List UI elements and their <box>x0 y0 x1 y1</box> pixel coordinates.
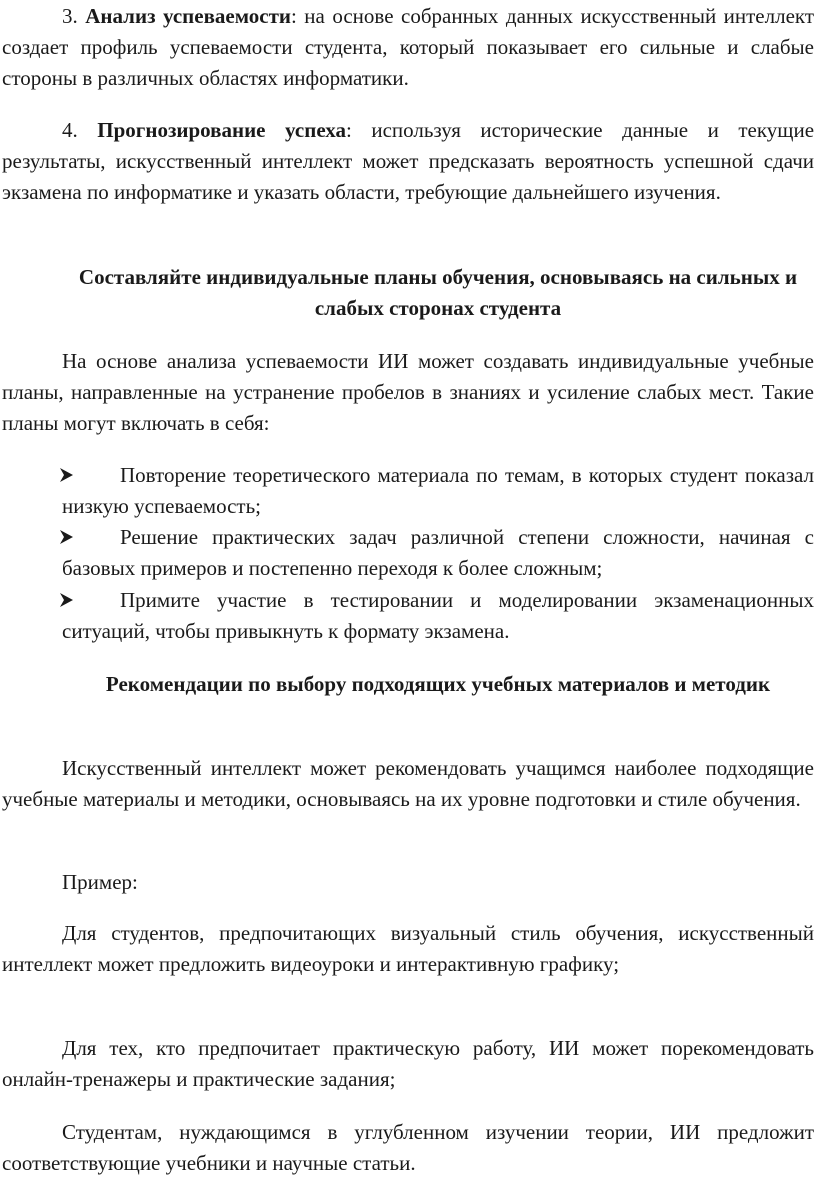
term-description: : на основе собранных данных искусственный интеллект создает профиль успеваемости студента, который показывает его сильные и слабые стороны в различных областях информатики. <box>2 4 815 90</box>
section-heading-individual-plans: Составляйте индивидуальные планы обучения, основываясь на сильных и слабых сторонах студента <box>78 265 798 320</box>
list-item-text: Примите участие в тестировании и моделировании экзаменационных ситуаций, чтобы привыкнуть к формату экзамена. <box>62 588 814 643</box>
paragraph-success-prediction <box>2 115 814 208</box>
term-bold: Прогнозирование успеха <box>97 118 346 142</box>
term-bold: Анализ успеваемости <box>85 4 291 28</box>
section-heading-materials: Рекомендации по выбору подходящих учебных материалов и методик <box>105 672 771 696</box>
list-item <box>62 460 814 522</box>
example-practical: Для тех, кто предпочитает практическую работу, ИИ может порекомендовать онлайн-тренажеры и практические задания; <box>2 1036 814 1091</box>
list-item-text: Повторение теоретического материала по темам, в которых студент показал низкую успеваемость; <box>62 463 814 518</box>
item-number: 3. <box>62 4 78 28</box>
arrowhead-bullet-icon <box>0 522 120 553</box>
example-visual: Для студентов, предпочитающих визуальный стиль обучения, искусственный интеллект может предложить видеоуроки и интерактивную графику; <box>2 921 814 976</box>
list-item <box>62 522 814 584</box>
paragraph-intro-plans: На основе анализа успеваемости ИИ может создавать индивидуальные учебные планы, направленные на устранение пробелов в знаниях и усиление слабых мест. Такие планы могут включать в себя: <box>2 349 814 435</box>
list-item-text: Решение практических задач различной степени сложности, начиная с базовых примеров и постепенно переходя к более сложным; <box>62 525 814 580</box>
arrowhead-bullet-icon <box>0 585 120 616</box>
arrowhead-bullet-icon <box>0 460 120 491</box>
paragraph-performance-analysis <box>2 1 814 94</box>
paragraph-recommend: Искусственный интеллект может рекомендовать учащимся наиболее подходящие учебные материалы и методики, основываясь на их уровне подготовки и стиле обучения. <box>2 756 814 811</box>
term-description: : используя исторические данные и текущие результаты, искусственный интеллект может предсказать вероятность успешной сдачи экзамена по информатике и указать области, требующие дальнейшего изучения. <box>2 118 815 204</box>
example-label: Пример: <box>62 870 138 894</box>
list-item <box>62 585 814 647</box>
item-number: 4. <box>62 118 78 142</box>
example-theory: Студентам, нуждающимся в углубленном изучении теории, ИИ предложит соответствующие учебники и научные статьи. <box>2 1120 814 1175</box>
